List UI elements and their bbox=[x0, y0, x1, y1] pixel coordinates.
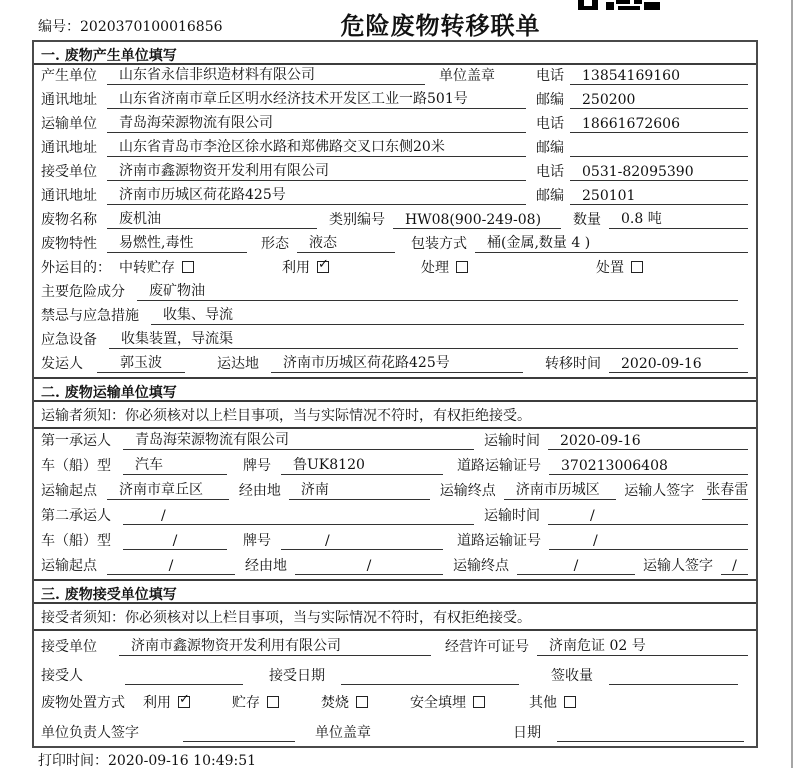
transporter-value: 青岛海荣源物流有限公司 bbox=[107, 113, 526, 133]
route2-sign-label: 运输人签字 bbox=[643, 558, 713, 574]
accept-date-label: 接受日期 bbox=[269, 668, 325, 684]
transporter-phone-value: 18661672606 bbox=[570, 116, 748, 133]
emergency-measures-row bbox=[34, 305, 756, 329]
signature-row bbox=[34, 718, 756, 746]
carrier1-time-value: 2020-09-16 bbox=[548, 433, 748, 450]
waste-property-label: 废物特性 bbox=[41, 236, 97, 252]
emergency-equipment-row bbox=[34, 329, 756, 353]
producer-row bbox=[34, 65, 756, 89]
section1-header: 一. 废物产生单位填写 bbox=[34, 42, 756, 65]
dispatcher-label: 发运人 bbox=[41, 356, 83, 372]
route2-sign-value: / bbox=[721, 558, 748, 575]
vehicle2-type-value: / bbox=[123, 533, 227, 550]
purpose-label: 外运目的： bbox=[41, 260, 111, 276]
sign-date-label: 日期 bbox=[513, 725, 541, 741]
producer-address-label: 通讯地址 bbox=[41, 92, 97, 108]
producer-phone-value: 13854169160 bbox=[570, 68, 748, 85]
producer-address-row bbox=[34, 89, 756, 113]
responsible-sign-label: 单位负责人签字 bbox=[41, 725, 139, 741]
print-time-line bbox=[38, 750, 256, 768]
packing-value: 桶(金属,数量 4 ) bbox=[475, 233, 748, 253]
route1-start-label: 运输起点 bbox=[41, 483, 97, 499]
disposal-option-label: 焚烧 bbox=[321, 694, 349, 711]
receiver-address-value: 济南市历城区荷花路425号 bbox=[107, 185, 526, 205]
destination-label: 运达地 bbox=[217, 356, 259, 372]
vehicle1-plate-label: 牌号 bbox=[243, 458, 271, 474]
checkbox-utilize-2: ✓ bbox=[179, 691, 190, 707]
receiver-value: 济南市鑫源物资开发利用有限公司 bbox=[107, 161, 526, 181]
vehicle2-permit-label: 道路运输证号 bbox=[457, 533, 541, 549]
section3-header: 三. 废物接受单位填写 bbox=[34, 579, 756, 604]
vehicle1-type-label: 车（船）型 bbox=[41, 458, 111, 474]
accept-date-value bbox=[341, 668, 519, 685]
checkbox-dispose bbox=[631, 261, 643, 273]
hazard-value: 废矿物油 bbox=[137, 281, 738, 301]
accept-unit-label: 接受单位 bbox=[41, 639, 97, 655]
acceptance-row bbox=[34, 660, 756, 689]
dispatcher-value: 郭玉波 bbox=[97, 353, 185, 373]
waste-qty-value: 0.8 吨 bbox=[609, 209, 748, 229]
disposal-method-label: 废物处置方式 bbox=[41, 694, 125, 711]
checkbox-treat bbox=[456, 261, 468, 273]
sign-date-value bbox=[557, 725, 744, 742]
accept-unit-row bbox=[34, 631, 756, 660]
emergency-measures-value: 收集、导流 bbox=[151, 305, 744, 325]
checkbox-transfer-storage bbox=[182, 261, 194, 273]
carrier2-row bbox=[34, 504, 756, 529]
route2-via-label: 经由地 bbox=[245, 558, 287, 574]
carrier2-value: / bbox=[123, 508, 474, 525]
accept-unit-value: 济南市鑫源物资开发利用有限公司 bbox=[119, 635, 431, 656]
vehicle1-row bbox=[34, 454, 756, 479]
route1-start-value: 济南市章丘区 bbox=[107, 479, 229, 500]
vehicle2-type-label: 车（船）型 bbox=[41, 533, 111, 549]
qr-code-fragment bbox=[578, 0, 660, 10]
producer-zip-value: 250200 bbox=[570, 92, 748, 109]
vehicle2-permit-value: / bbox=[549, 533, 748, 550]
purpose-option-label: 处理 bbox=[421, 260, 449, 276]
vehicle1-permit-label: 道路运输证号 bbox=[457, 458, 541, 474]
print-time-value: 2020-09-16 10:49:51 bbox=[108, 753, 257, 768]
section2-header: 二. 废物运输单位填写 bbox=[34, 377, 756, 402]
transporter-notice: 运输者须知：你必须核对以上栏目事项，当与实际情况不符时，有权拒绝接受。 bbox=[34, 402, 756, 429]
vehicle2-plate-label: 牌号 bbox=[243, 533, 271, 549]
receiver-phone-label: 电话 bbox=[536, 164, 564, 180]
carrier1-label: 第一承运人 bbox=[41, 433, 111, 449]
route1-via-value: 济南 bbox=[289, 479, 430, 500]
vehicle2-plate-value: / bbox=[281, 533, 443, 550]
carrier2-time-value: / bbox=[548, 508, 748, 525]
purpose-option-label: 中转贮存 bbox=[119, 260, 175, 276]
transfer-time-value: 2020-09-16 bbox=[609, 356, 748, 373]
signed-qty-value bbox=[609, 668, 738, 685]
producer-phone-label: 电话 bbox=[536, 68, 564, 84]
route2-via-value: / bbox=[295, 558, 443, 575]
route2-start-label: 运输起点 bbox=[41, 558, 97, 574]
waste-name-row bbox=[34, 209, 756, 233]
disposal-option-label: 利用 bbox=[143, 694, 171, 711]
vehicle1-plate-value: 鲁UK8120 bbox=[281, 454, 443, 475]
transporter-row bbox=[34, 113, 756, 137]
receiver-zip-label: 邮编 bbox=[536, 188, 564, 204]
producer-address-value: 山东省济南市章丘区明水经济技术开发区工业一路501号 bbox=[107, 89, 526, 109]
waste-qty-label: 数量 bbox=[573, 212, 601, 228]
transporter-address-row bbox=[34, 137, 756, 161]
transporter-phone-label: 电话 bbox=[536, 116, 564, 132]
emergency-equipment-value: 收集装置，导流渠 bbox=[109, 329, 738, 349]
serial-number: 2020370100016856 bbox=[80, 19, 223, 35]
checkbox-landfill bbox=[473, 696, 485, 708]
purpose-option-label: 利用 bbox=[282, 260, 310, 276]
waste-code-value: HW08(900-249-08) bbox=[393, 212, 561, 229]
carrier2-time-label: 运输时间 bbox=[484, 508, 540, 524]
transporter-label: 运输单位 bbox=[41, 116, 97, 132]
route2-end-value: / bbox=[517, 558, 635, 575]
route2-row bbox=[34, 554, 756, 579]
purpose-row bbox=[34, 257, 756, 281]
producer-zip-label: 邮编 bbox=[536, 92, 564, 108]
emergency-equipment-label: 应急设备 bbox=[41, 332, 97, 348]
disposal-method-row bbox=[34, 689, 756, 718]
route2-start-value: / bbox=[107, 558, 235, 575]
waste-property-value: 易燃性,毒性 bbox=[107, 233, 247, 253]
route1-end-value: 济南市历城区 bbox=[504, 479, 616, 500]
license-label: 经营许可证号 bbox=[445, 639, 529, 655]
checkbox-incinerate bbox=[356, 696, 368, 708]
transporter-address-value: 山东省青岛市李沧区徐水路和郑佛路交叉口东侧20米 bbox=[107, 137, 526, 157]
carrier1-time-label: 运输时间 bbox=[484, 433, 540, 449]
transporter-zip-value bbox=[570, 140, 748, 157]
route1-row bbox=[34, 479, 756, 504]
waste-code-label: 类别编号 bbox=[329, 212, 385, 228]
purpose-option-label: 处置 bbox=[596, 260, 624, 276]
waste-form-label: 形态 bbox=[261, 236, 289, 252]
carrier2-label: 第二承运人 bbox=[41, 508, 111, 524]
route1-via-label: 经由地 bbox=[238, 483, 281, 499]
carrier1-row bbox=[34, 429, 756, 454]
packing-label: 包装方式 bbox=[411, 236, 467, 252]
signed-qty-label: 签收量 bbox=[551, 668, 593, 684]
receiver-row bbox=[34, 161, 756, 185]
waste-form-value: 液态 bbox=[297, 233, 395, 253]
receiver-notice: 接受者须知：你必须核对以上栏目事项，当与实际情况不符时，有权拒绝接受。 bbox=[34, 604, 756, 631]
waste-property-row bbox=[34, 233, 756, 257]
transfer-time-label: 转移时间 bbox=[545, 356, 601, 372]
page-right-edge bbox=[791, 0, 793, 768]
disposal-option-label: 其他 bbox=[529, 694, 557, 711]
acceptor-value bbox=[125, 668, 243, 685]
receiver-address-label: 通讯地址 bbox=[41, 188, 97, 204]
dispatch-row bbox=[34, 353, 756, 377]
waste-name-label: 废物名称 bbox=[41, 212, 97, 228]
emergency-measures-label: 禁忌与应急措施 bbox=[41, 308, 139, 324]
producer-seal-label: 单位盖章 bbox=[439, 68, 495, 84]
unit-seal-label: 单位盖章 bbox=[315, 725, 371, 741]
print-time-label: 打印时间： bbox=[38, 753, 108, 768]
vehicle2-row bbox=[34, 529, 756, 554]
waste-name-value: 废机油 bbox=[107, 209, 317, 229]
receiver-label: 接受单位 bbox=[41, 164, 97, 180]
disposal-option-label: 安全填埋 bbox=[410, 694, 466, 711]
hazard-row bbox=[34, 281, 756, 305]
producer-value: 山东省永信非织造材料有限公司 bbox=[107, 65, 425, 85]
hazard-label: 主要危险成分 bbox=[41, 284, 125, 300]
vehicle1-permit-value: 370213006408 bbox=[549, 458, 748, 475]
page-title: 危险废物转移联单 bbox=[340, 11, 541, 40]
disposal-option-label: 贮存 bbox=[232, 694, 260, 711]
route1-sign-value: 张春雷 bbox=[702, 479, 748, 500]
serial-label: 编号： bbox=[38, 19, 80, 35]
destination-value: 济南市历城区荷花路425号 bbox=[271, 353, 523, 373]
route1-end-label: 运输终点 bbox=[439, 483, 496, 499]
acceptor-label: 接受人 bbox=[41, 668, 83, 684]
receiver-zip-value: 250101 bbox=[570, 188, 748, 205]
transporter-address-label: 通讯地址 bbox=[41, 140, 97, 156]
transporter-zip-label: 邮编 bbox=[536, 140, 564, 156]
receiver-phone-value: 0531-82095390 bbox=[570, 164, 748, 181]
checkbox-utilize: ✓ bbox=[318, 257, 329, 272]
responsible-sign-value bbox=[183, 725, 295, 742]
transfer-form-table bbox=[32, 40, 758, 748]
route2-end-label: 运输终点 bbox=[453, 558, 509, 574]
receiver-address-row bbox=[34, 185, 756, 209]
producer-label: 产生单位 bbox=[41, 68, 97, 84]
license-value: 济南危证 02 号 bbox=[537, 635, 748, 656]
checkbox-storage bbox=[267, 696, 279, 708]
carrier1-value: 青岛海荣源物流有限公司 bbox=[123, 429, 474, 450]
route1-sign-label: 运输人签字 bbox=[624, 483, 695, 499]
vehicle1-type-value: 汽车 bbox=[123, 454, 227, 475]
checkbox-other bbox=[564, 696, 576, 708]
